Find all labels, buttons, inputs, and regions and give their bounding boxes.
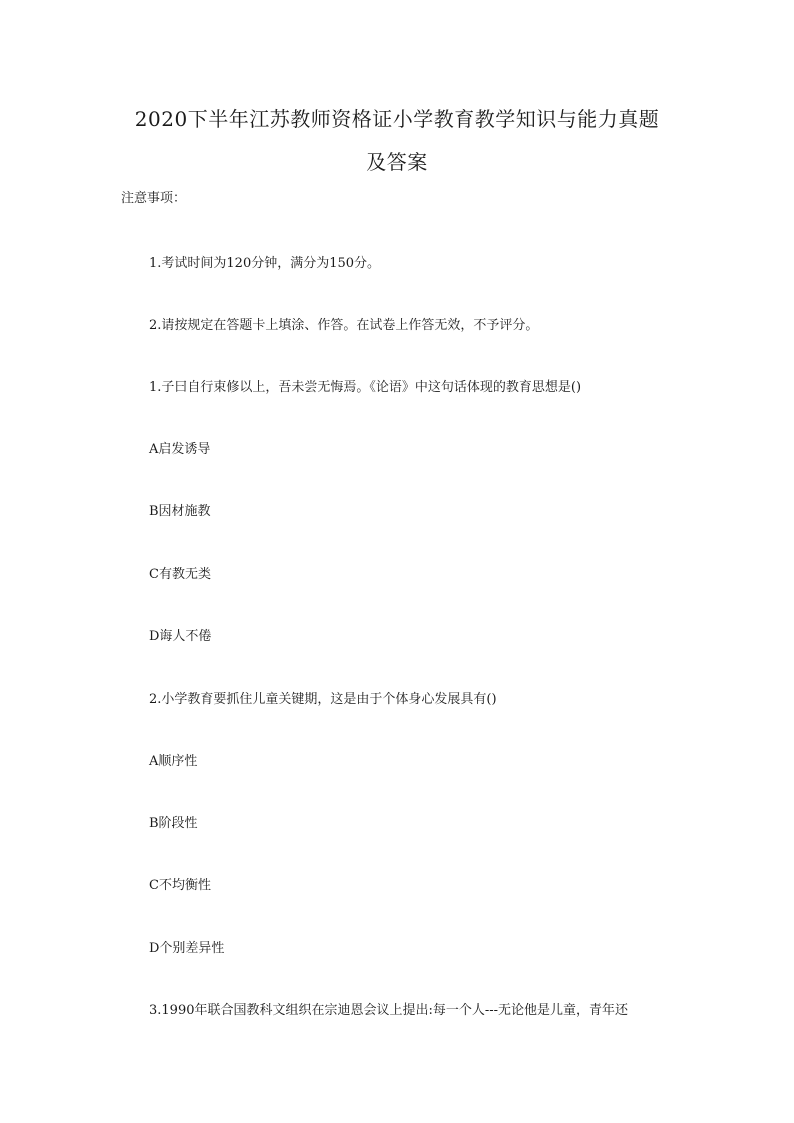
- document-title-line-2: 及答案: [366, 150, 428, 174]
- question-1-option-a: A启发诱导: [149, 442, 211, 457]
- question-1-option-b: B因材施教: [149, 504, 211, 519]
- question-2-stem: 2.小学教育要抓住儿童关键期，这是由于个体身心发展具有(): [149, 692, 497, 707]
- question-1-option-d: D诲人不倦: [149, 629, 212, 644]
- question-2-option-a: A顺序性: [149, 754, 198, 769]
- document-title-line-1: 2020下半年江苏教师资格证小学教育教学知识与能力真题: [134, 107, 660, 131]
- question-2-option-b: B阶段性: [149, 816, 198, 831]
- question-1-stem: 1.子曰自行束修以上，吾未尝无悔焉。《论语》中这句话体现的教育思想是(): [149, 380, 582, 395]
- notice-heading: 注意事项：: [121, 191, 187, 206]
- question-1-option-c: C有教无类: [149, 567, 211, 582]
- question-2-option-d: D个别差异性: [149, 941, 225, 956]
- question-3-stem: 3.1990年联合国教科文组织在宗迪恩会议上提出:每一个人---无论他是儿童，青年还: [149, 1003, 629, 1018]
- notice-item-2: 2.请按规定在答题卡上填涂、作答。在试卷上作答无效，不予评分。: [149, 318, 539, 333]
- notice-item-1: 1.考试时间为120分钟，满分为150分。: [149, 256, 381, 271]
- question-2-option-c: C不均衡性: [149, 878, 211, 893]
